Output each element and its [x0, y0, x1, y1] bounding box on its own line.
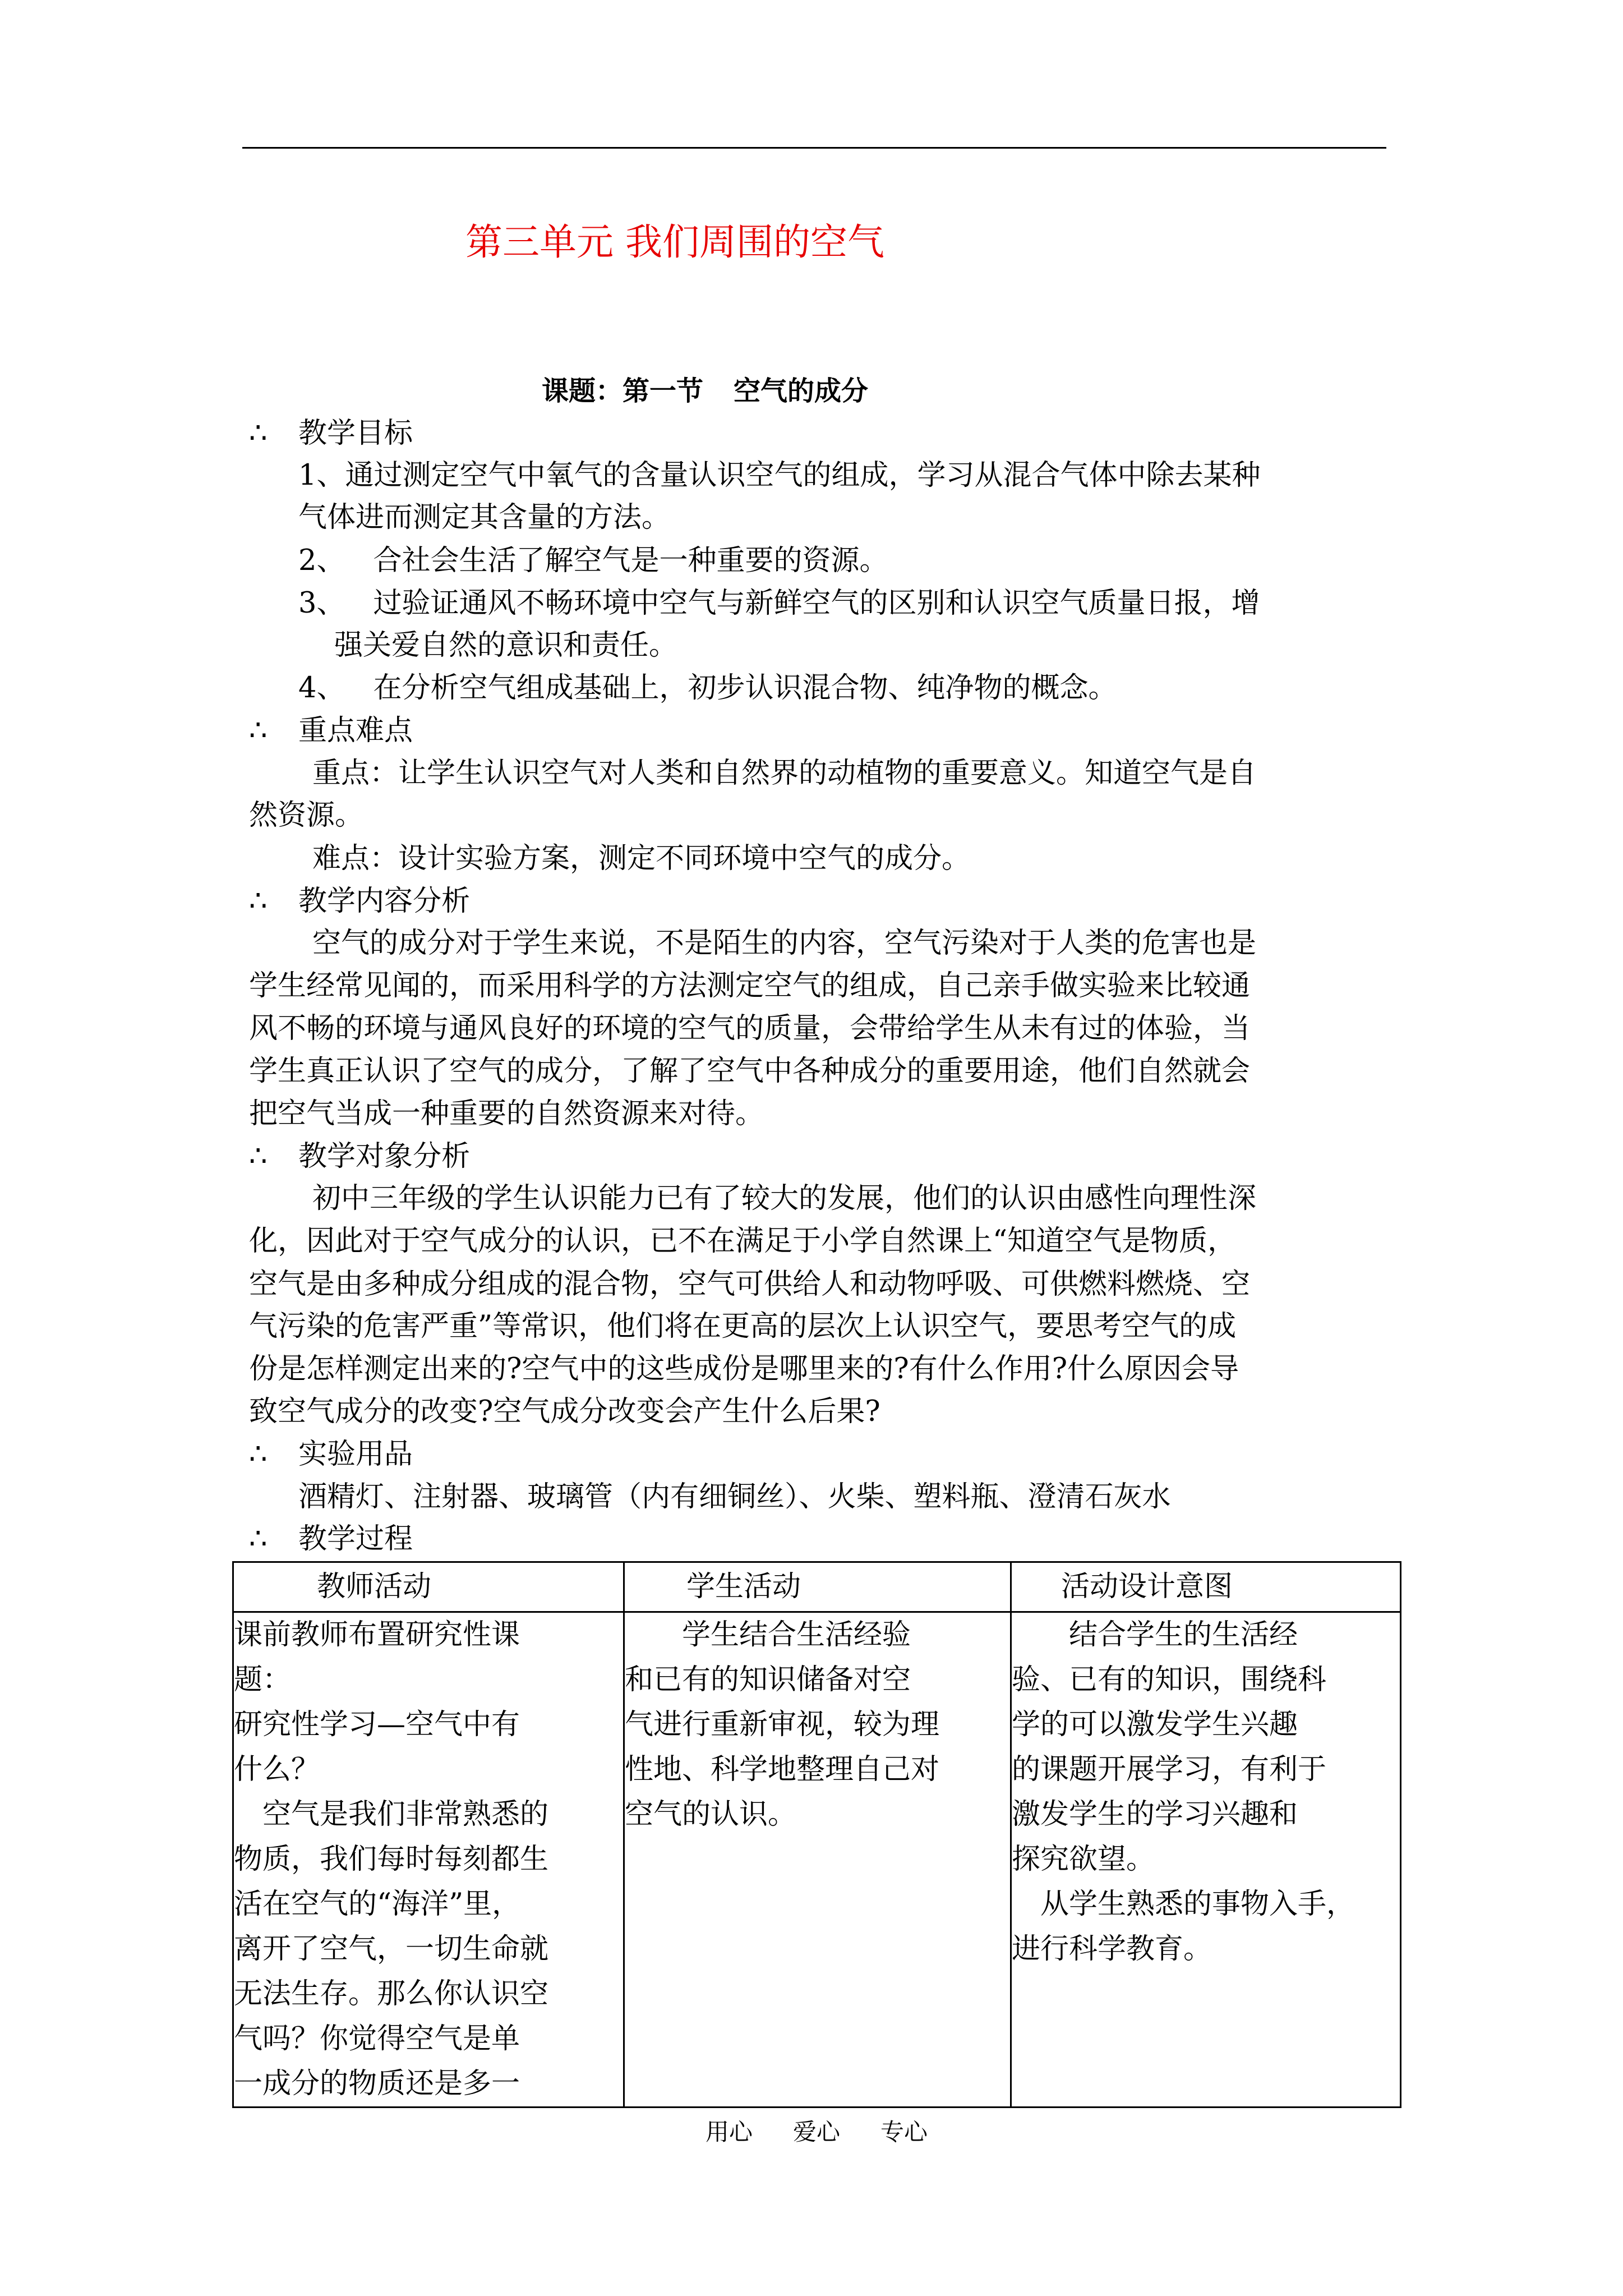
- student-line: 空气的认识。: [625, 1798, 797, 1831]
- teacher-line: 气吗？你觉得空气是单: [234, 2022, 520, 2055]
- header-design: 活动设计意图: [1011, 1562, 1401, 1612]
- lesson-topic: 空气的成分: [734, 375, 869, 407]
- materials-list: 酒精灯、注射器、玻璃管（内有细铜丝）、火柴、塑料瓶、澄清石灰水: [298, 1480, 1171, 1513]
- content-line-5: 把空气当成一种重要的自然资源来对待。: [249, 1097, 764, 1130]
- teacher-activity-cell: [233, 1612, 624, 2108]
- student-line-3: 空气是由多种成分组成的混合物，空气可供给人和动物呼吸、可供燃料燃烧、空: [249, 1268, 1251, 1301]
- teacher-line: 离开了空气，一切生命就: [234, 1932, 549, 1966]
- teacher-line: 空气是我们非常熟悉的: [234, 1798, 549, 1831]
- teacher-line: 课前教师布置研究性课: [234, 1618, 520, 1651]
- design-line: 的课题开展学习，有利于: [1012, 1753, 1327, 1786]
- teacher-line: 一成分的物质还是多一: [234, 2067, 520, 2100]
- teacher-line: 研究性学习—空气中有: [234, 1708, 520, 1741]
- design-line: 探究欲望。: [1012, 1843, 1155, 1876]
- teacher-line: 活在空气的“海洋”里，: [234, 1888, 521, 1921]
- design-line: 结合学生的生活经: [1012, 1618, 1298, 1651]
- student-line-6: 致空气成分的改变?空气成分改变会产生什么后果?: [249, 1395, 880, 1428]
- content-line-3: 风不畅的环境与通风良好的环境的空气的质量，会带给学生从未有过的体验，当: [249, 1012, 1251, 1045]
- teacher-line: 无法生存。那么你认识空: [234, 1977, 549, 2010]
- student-line: 性地、科学地整理自己对: [625, 1753, 940, 1786]
- table-row: [233, 1612, 1401, 2108]
- student-line: 气进行重新审视，较为理: [625, 1708, 940, 1741]
- student-line: 学生结合生活经验: [625, 1618, 911, 1651]
- section-heading-content-analysis: ∴ 教学内容分析: [249, 879, 470, 924]
- objective-3-line-1: 3、 过验证通风不畅环境中空气与新鲜空气的区别和认识空气质量日报，增: [298, 587, 1260, 620]
- unit-title: 第三单元 我们周围的空气: [465, 220, 884, 264]
- student-activity-cell: [624, 1612, 1011, 2108]
- difficult-point: 难点：设计实验方案，测定不同环境中空气的成分。: [312, 842, 971, 875]
- student-line-1: 初中三年级的学生认识能力已有了较大的发展，他们的认识由感性向理性深: [312, 1182, 1257, 1215]
- footer-word-2: 爱心: [793, 2118, 841, 2146]
- design-line: 激发学生的学习兴趣和: [1012, 1798, 1298, 1831]
- objective-3-line-2: 强关爱自然的意识和责任。: [334, 629, 678, 662]
- student-line-2: 化，因此对于空气成分的认识，已不在满足于小学自然课上“知道空气是物质，: [249, 1225, 1237, 1258]
- therefore-icon: ∴: [249, 1522, 268, 1556]
- process-table: [232, 1561, 1401, 2108]
- design-line: 学的可以激发学生兴趣: [1012, 1708, 1298, 1741]
- header-student: 学生活动: [624, 1562, 1011, 1612]
- therefore-icon: ∴: [249, 417, 268, 450]
- therefore-icon: ∴: [249, 1438, 268, 1471]
- objective-2: 2、 合社会生活了解空气是一种重要的资源。: [298, 544, 888, 577]
- student-line-5: 份是怎样测定出来的?空气中的这些成份是哪里来的?有什么作用?什么原因会导: [249, 1352, 1239, 1386]
- design-line: 进行科学教育。: [1012, 1932, 1212, 1966]
- teacher-line: 题：: [234, 1663, 292, 1696]
- footer-word-1: 用心: [706, 2118, 753, 2146]
- objective-1-line-1: 1、通过测定空气中氧气的含量认识空气的组成，学习从混合气体中除去某种: [298, 459, 1261, 492]
- section-heading-process: ∴ 教学过程: [249, 1517, 413, 1562]
- teacher-line: 什么？: [234, 1753, 320, 1786]
- therefore-icon: ∴: [249, 885, 268, 918]
- section-heading-objectives: ∴ 教学目标: [249, 411, 413, 456]
- page-footer: [706, 2114, 968, 2147]
- top-rule: [242, 147, 1386, 149]
- lesson-label: 课题：第一节: [542, 375, 704, 407]
- design-line: 从学生熟悉的事物入手，: [1012, 1888, 1355, 1921]
- student-line-4: 气污染的危害严重”等常识，他们将在更高的层次上认识空气，要思考空气的成: [249, 1310, 1237, 1343]
- design-line: 验、已有的知识，围绕科: [1012, 1663, 1327, 1696]
- footer-word-3: 专心: [880, 2118, 928, 2146]
- design-intent-cell: [1011, 1612, 1401, 2108]
- objective-4: 4、 在分析空气组成基础上，初步认识混合物、纯净物的概念。: [298, 671, 1117, 705]
- table-header-row: [233, 1562, 1401, 1612]
- lesson-title: [542, 369, 868, 408]
- key-point-line-2: 然资源。: [249, 799, 364, 832]
- therefore-icon: ∴: [249, 714, 268, 747]
- section-heading-student-analysis: ∴ 教学对象分析: [249, 1134, 470, 1179]
- content-line-1: 空气的成分对于学生来说，不是陌生的内容，空气污染对于人类的危害也是: [312, 927, 1257, 960]
- key-point-line-1: 重点：让学生认识空气对人类和自然界的动植物的重要意义。知道空气是自: [312, 757, 1257, 790]
- therefore-icon: ∴: [249, 1140, 268, 1173]
- section-heading-key-points: ∴ 重点难点: [249, 708, 413, 753]
- teacher-line: 物质，我们每时每刻都生: [234, 1843, 549, 1876]
- student-line: 和已有的知识储备对空: [625, 1663, 911, 1696]
- header-teacher: 教师活动: [233, 1562, 624, 1612]
- content-line-4: 学生真正认识了空气的成分，了解了空气中各种成分的重要用途，他们自然就会: [249, 1055, 1251, 1088]
- objective-1-line-2: 气体进而测定其含量的方法。: [298, 501, 671, 534]
- section-heading-materials: ∴ 实验用品: [249, 1432, 413, 1477]
- content-line-2: 学生经常见闻的，而采用科学的方法测定空气的组成，自己亲手做实验来比较通: [249, 969, 1251, 1002]
